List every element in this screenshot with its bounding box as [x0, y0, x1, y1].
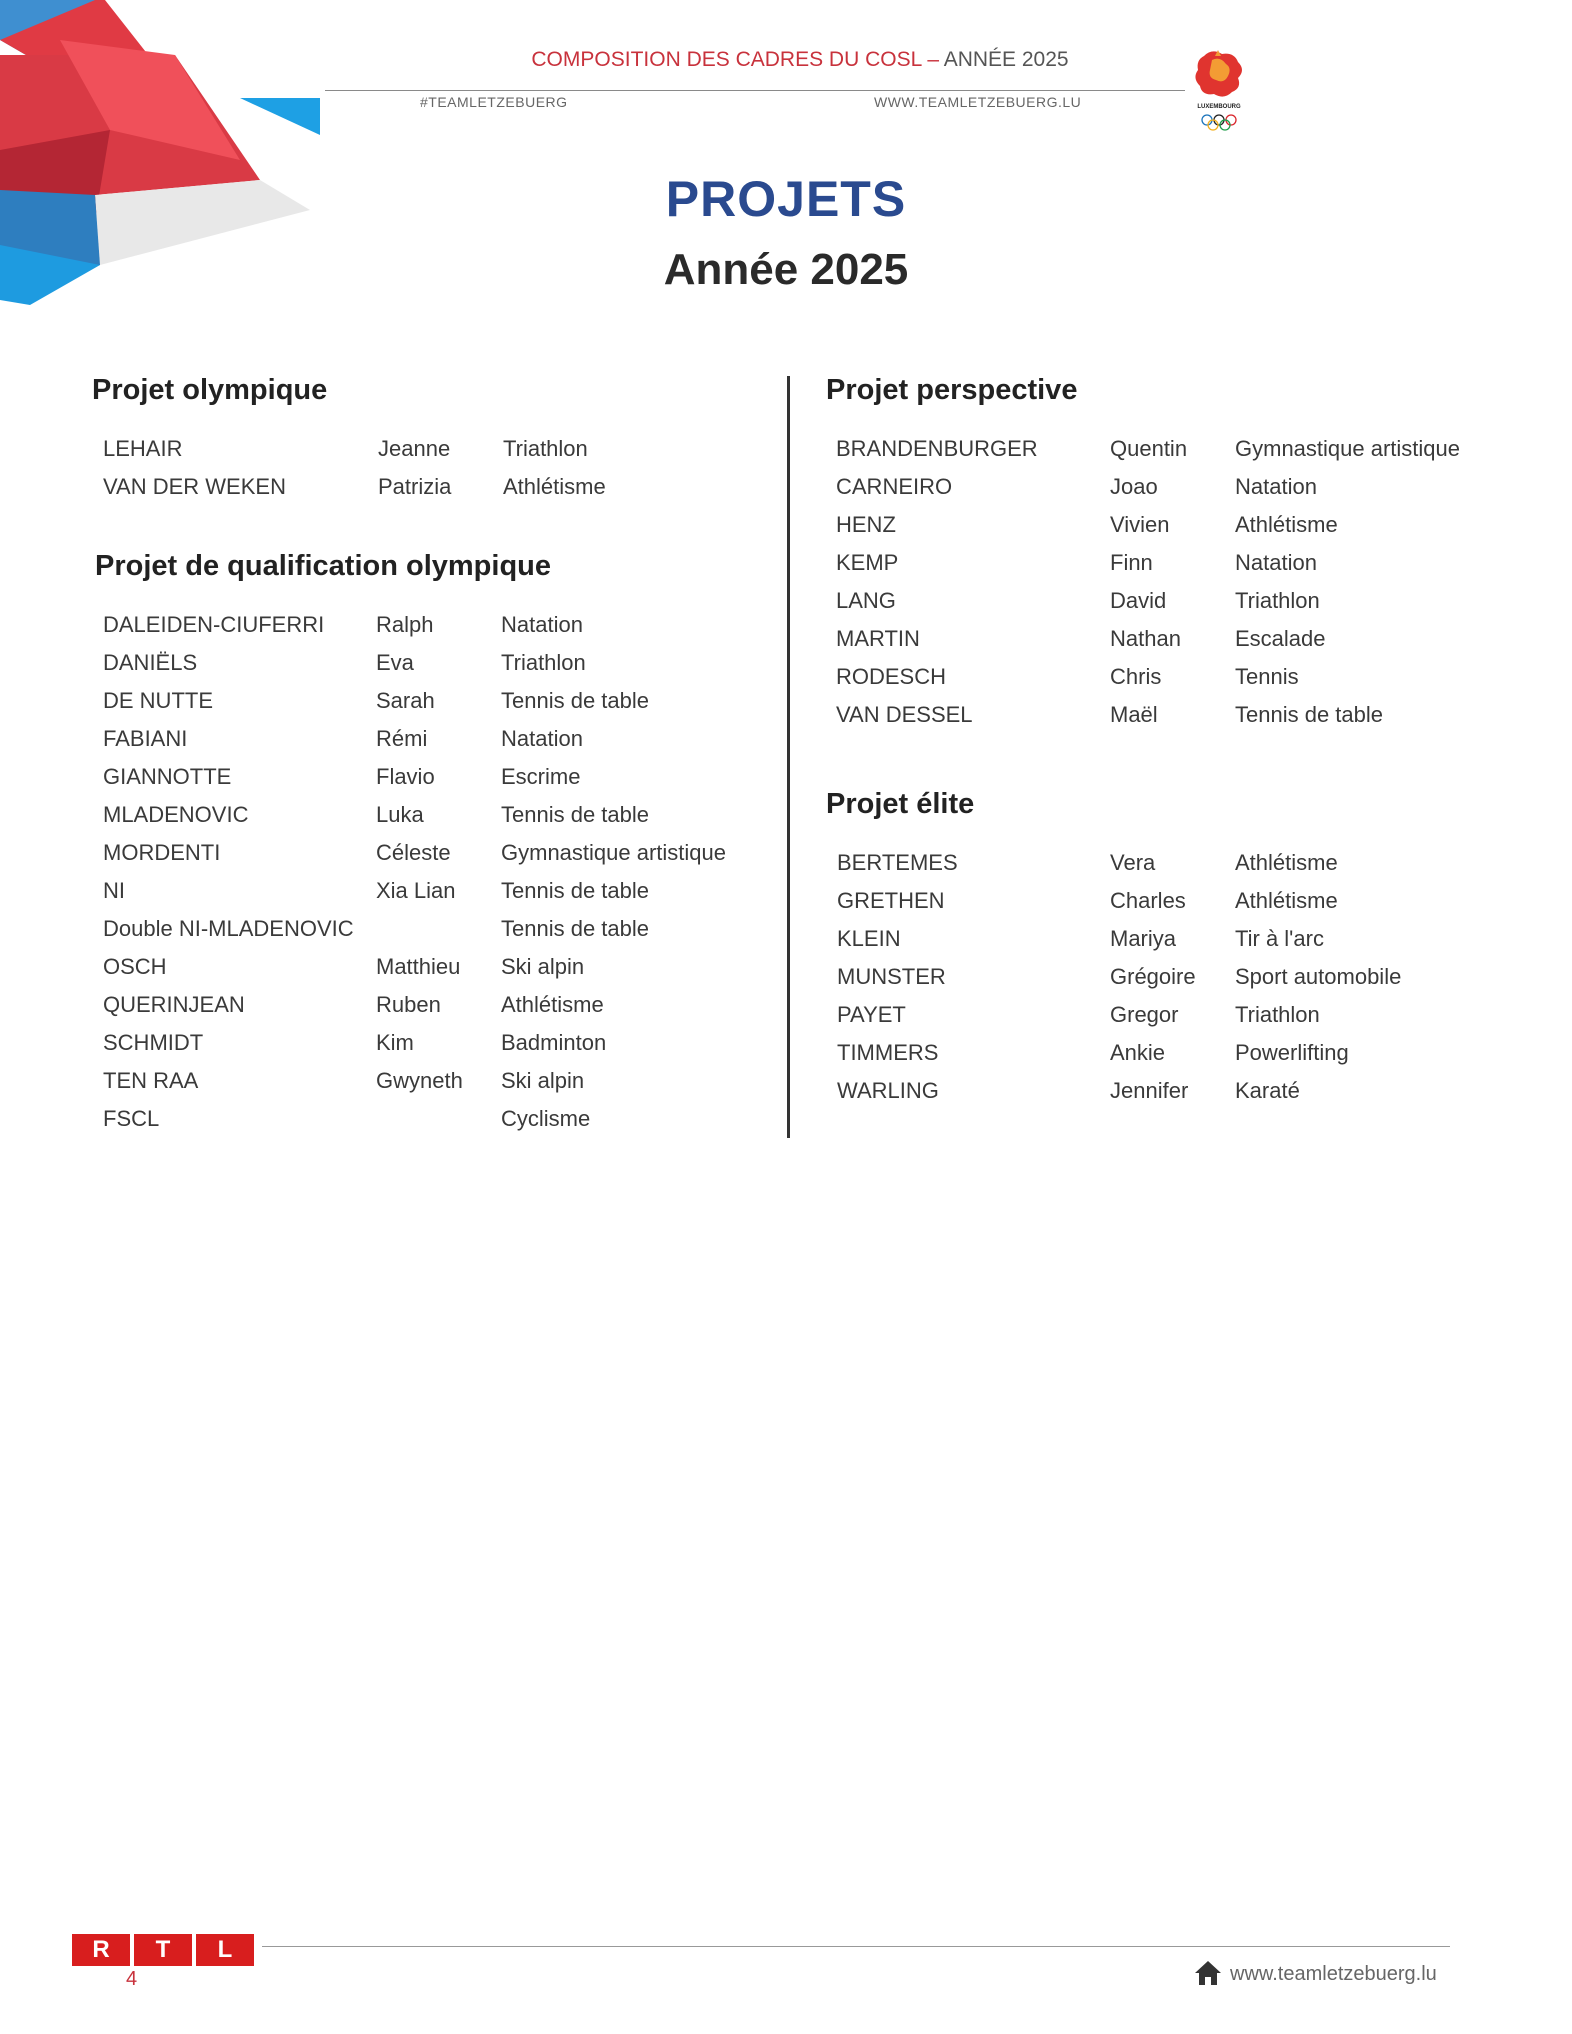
table-row: [837, 1034, 1475, 1072]
page-subtitle: Année 2025: [663, 245, 909, 294]
cell-first-name: Céleste: [376, 840, 451, 865]
cell-sport: Tir à l'arc: [1235, 926, 1324, 951]
table-row: [103, 606, 741, 644]
cell-surname: BRANDENBURGER: [836, 436, 1038, 461]
rtl-letter-l: L: [196, 1934, 254, 1966]
table-row: [837, 1072, 1475, 1110]
footer-rule: [262, 1946, 1450, 1947]
cell-sport: Powerlifting: [1235, 1040, 1349, 1065]
cell-first-name: Maël: [1110, 702, 1158, 727]
cell-first-name: Sarah: [376, 688, 435, 713]
cell-sport: Triathlon: [1235, 1002, 1320, 1027]
cell-surname: MUNSTER: [837, 964, 946, 989]
cell-first-name: Flavio: [376, 764, 435, 789]
cell-sport: Escalade: [1235, 626, 1326, 651]
cosl-lion-logo-icon: [1190, 48, 1248, 138]
table-perspective: [836, 430, 1475, 734]
home-icon[interactable]: [1194, 1960, 1222, 1986]
table-row: [103, 468, 723, 506]
cell-first-name: Chris: [1110, 664, 1162, 689]
cell-sport: Ski alpin: [501, 1068, 585, 1093]
cell-first-name: Vivien: [1110, 512, 1170, 537]
cell-surname: LANG: [836, 588, 896, 613]
table-row: [103, 758, 741, 796]
cell-surname: DALEIDEN-CIUFERRI: [103, 612, 325, 637]
section-title-perspective: Projet perspective: [826, 374, 1078, 406]
cell-surname: DE NUTTE: [103, 688, 213, 713]
cell-sport: Athlétisme: [501, 992, 604, 1017]
cell-surname: TEN RAA: [103, 1068, 199, 1093]
cell-surname: MARTIN: [836, 626, 920, 651]
table-row: [103, 910, 741, 948]
table-row: [836, 506, 1475, 544]
cell-first-name: Ankie: [1110, 1040, 1166, 1065]
cell-first-name: Eva: [376, 650, 414, 675]
section-title-olympique: Projet olympique: [92, 374, 328, 406]
cell-surname: QUERINJEAN: [103, 992, 245, 1017]
cell-surname: PAYET: [837, 1002, 906, 1027]
header-website[interactable]: WWW.TEAMLETZEBUERG.LU: [874, 94, 1082, 110]
cell-surname: SCHMIDT: [103, 1030, 204, 1055]
cell-first-name: Charles: [1110, 888, 1186, 913]
cell-first-name: Gregor: [1110, 1002, 1179, 1027]
cell-first-name: Kim: [376, 1030, 414, 1055]
table-row: [836, 544, 1475, 582]
cell-first-name: Gwyneth: [376, 1068, 463, 1093]
cell-sport: Tennis de table: [501, 878, 649, 903]
cell-surname: FSCL: [103, 1106, 160, 1131]
cell-surname: DANIËLS: [103, 650, 198, 675]
cell-sport: Tennis: [1235, 664, 1299, 689]
table-qualification: [103, 606, 741, 1138]
cell-sport: Gymnastique artistique: [501, 840, 726, 865]
cell-sport: Triathlon: [501, 650, 586, 675]
cell-surname: MORDENTI: [103, 840, 221, 865]
table-row: [836, 468, 1475, 506]
cell-surname: LEHAIR: [103, 436, 183, 461]
cell-first-name: [376, 910, 501, 948]
cell-sport: Natation: [501, 612, 583, 637]
cell-surname: GRETHEN: [837, 888, 945, 913]
cell-surname: CARNEIRO: [836, 474, 953, 499]
cell-surname: HENZ: [836, 512, 896, 537]
table-row: [103, 682, 741, 720]
table-row: [837, 958, 1475, 996]
table-row: [103, 872, 741, 910]
cell-first-name: Ralph: [376, 612, 434, 637]
table-row: [103, 948, 741, 986]
cell-first-name: Nathan: [1110, 626, 1181, 651]
table-row: [836, 696, 1475, 734]
cell-surname: BERTEMES: [837, 850, 958, 875]
table-row: [103, 796, 741, 834]
rtl-logo: [72, 1934, 254, 1966]
cell-sport: Athlétisme: [1235, 850, 1338, 875]
cell-sport: Tennis de table: [501, 688, 649, 713]
table-row: [837, 996, 1475, 1034]
cell-surname: OSCH: [103, 954, 167, 979]
column-divider: [787, 376, 790, 1138]
table-olympique: [103, 430, 723, 506]
cell-sport: Natation: [501, 726, 583, 751]
cell-first-name: [376, 1100, 501, 1138]
cell-surname: VAN DESSEL: [836, 702, 973, 727]
table-row: [103, 1024, 741, 1062]
cell-first-name: Xia Lian: [376, 878, 456, 903]
cell-first-name: Matthieu: [376, 954, 461, 979]
cell-sport: Ski alpin: [501, 954, 585, 979]
cell-first-name: Quentin: [1110, 436, 1188, 461]
table-row: [103, 986, 741, 1024]
cell-sport: Athlétisme: [1235, 512, 1338, 537]
cell-sport: Natation: [1235, 550, 1317, 575]
cell-sport: Karaté: [1235, 1078, 1300, 1103]
cell-surname: KLEIN: [837, 926, 901, 951]
cell-first-name: Mariya: [1110, 926, 1177, 951]
cell-first-name: Jeanne: [378, 436, 451, 461]
cell-first-name: Finn: [1110, 550, 1153, 575]
cell-sport: Gymnastique artistique: [1235, 436, 1460, 461]
cell-surname: GIANNOTTE: [103, 764, 232, 789]
cell-first-name: Joao: [1110, 474, 1158, 499]
cell-surname: RODESCH: [836, 664, 947, 689]
header-title-year: ANNÉE 2025: [939, 48, 1069, 71]
cell-sport: Triathlon: [1235, 588, 1320, 613]
table-elite: [837, 844, 1475, 1110]
cell-surname: TIMMERS: [837, 1040, 939, 1065]
table-row: [103, 430, 723, 468]
cell-surname: MLADENOVIC: [103, 802, 249, 827]
cell-first-name: Ruben: [376, 992, 441, 1017]
cell-sport: Tennis de table: [1235, 702, 1383, 727]
page-number: 4: [126, 1968, 138, 1990]
cell-first-name: David: [1110, 588, 1167, 613]
page-title: PROJETS: [665, 171, 907, 227]
table-row: [103, 1062, 741, 1100]
table-row: [837, 920, 1475, 958]
table-row: [103, 1100, 741, 1138]
header-title: [400, 48, 1200, 72]
cell-sport: Badminton: [501, 1030, 607, 1055]
cell-first-name: Vera: [1110, 850, 1156, 875]
table-row: [103, 720, 741, 758]
section-title-qualification: Projet de qualification olympique: [95, 550, 551, 582]
table-row: [837, 844, 1475, 882]
cell-first-name: Luka: [376, 802, 424, 827]
cell-surname: VAN DER WEKEN: [103, 474, 286, 499]
cell-sport: Natation: [1235, 474, 1317, 499]
footer-url[interactable]: www.teamletzebuerg.lu: [1230, 1963, 1437, 1985]
cell-first-name: Jennifer: [1110, 1078, 1189, 1103]
cell-sport: Athlétisme: [503, 474, 606, 499]
cell-sport: Cyclisme: [501, 1106, 591, 1131]
table-row: [103, 834, 741, 872]
cell-sport: Triathlon: [503, 436, 588, 461]
table-row: [836, 582, 1475, 620]
cell-surname: Double NI-MLADENOVIC: [103, 916, 354, 941]
cell-first-name: Rémi: [376, 726, 428, 751]
cell-surname: NI: [103, 878, 125, 903]
rtl-letter-r: R: [72, 1934, 130, 1966]
cell-first-name: Patrizia: [378, 474, 452, 499]
cell-surname: WARLING: [837, 1078, 939, 1103]
logo-caption: LUXEMBOURG: [1197, 104, 1241, 110]
table-row: [836, 430, 1475, 468]
cell-sport: Athlétisme: [1235, 888, 1338, 913]
section-title-elite: Projet élite: [826, 788, 975, 820]
table-row: [836, 620, 1475, 658]
table-row: [837, 882, 1475, 920]
table-row: [836, 658, 1475, 696]
cell-surname: KEMP: [836, 550, 899, 575]
table-row: [103, 644, 741, 682]
cell-sport: Tennis de table: [501, 802, 649, 827]
cell-sport: Escrime: [501, 764, 581, 789]
cell-sport: Tennis de table: [501, 916, 649, 941]
header-hashtag: #TEAMLETZEBUERG: [420, 94, 568, 110]
rtl-letter-t: T: [134, 1934, 192, 1966]
header-rule: [325, 90, 1185, 91]
header-title-red: COMPOSITION DES CADRES DU COSL –: [531, 48, 940, 71]
cell-first-name: Grégoire: [1110, 964, 1196, 989]
cell-sport: Sport automobile: [1235, 964, 1402, 989]
cell-surname: FABIANI: [103, 726, 188, 751]
